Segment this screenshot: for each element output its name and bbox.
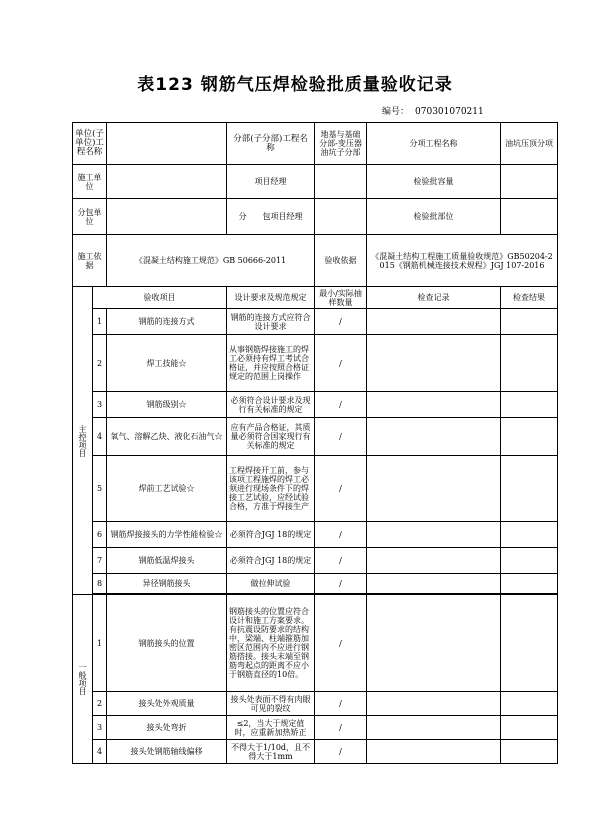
row-item: 钢筋级别☆	[107, 392, 227, 418]
record-number	[382, 104, 490, 117]
row-number: 4	[93, 418, 107, 456]
row-requirement: 必须符合设计要求及现行有关标准的规定	[227, 392, 315, 418]
col-item-header: 验收项目	[93, 287, 227, 309]
row-requirement: 不得大于1/10d，且不得大于1mm	[227, 740, 315, 764]
row-result[interactable]	[501, 522, 558, 548]
row-result[interactable]	[501, 418, 558, 456]
sub-project-manager-value[interactable]	[315, 199, 367, 235]
table-row	[73, 522, 558, 548]
row-result[interactable]	[501, 392, 558, 418]
row-record[interactable]	[367, 456, 501, 522]
row-number: 7	[93, 548, 107, 574]
row-number: 3	[93, 392, 107, 418]
contractor-label: 施工单位	[73, 165, 107, 199]
general-text: 一般项目	[78, 663, 87, 695]
row-result[interactable]	[501, 574, 558, 594]
subcontractor-label: 分包单位	[73, 199, 107, 235]
row-item: 接头处钢筋轴线偏移	[107, 740, 227, 764]
row-number: 4	[93, 740, 107, 764]
row-item: 氧气、溶解乙炔、液化石油气☆	[107, 418, 227, 456]
row-requirement: 应有产品合格证，其质量必须符合国家现行有关标准的规定	[227, 418, 315, 456]
row-number: 5	[93, 456, 107, 522]
row-record[interactable]	[367, 716, 501, 740]
row-sample[interactable]: /	[315, 392, 367, 418]
row-result[interactable]	[501, 548, 558, 574]
table-row	[73, 548, 558, 574]
row-requirement: 必须符合JGJ 18的规定	[227, 548, 315, 574]
row-record[interactable]	[367, 335, 501, 392]
row-requirement: 钢筋接头的位置应符合设计和施工方案要求。有抗震设防要求的结构中，梁端、柱端箍筋加密区范围内不应进行钢筋搭接。接头末端至钢筋弯起点的距离不应小于钢筋直径的10倍。	[227, 595, 315, 692]
item-project-label: 分项工程名称	[367, 123, 501, 165]
table-row	[73, 740, 558, 764]
row-result[interactable]	[501, 335, 558, 392]
row-sample[interactable]: /	[315, 456, 367, 522]
col-record-header: 检查记录	[367, 287, 501, 309]
record-number-value: 070301070211	[415, 107, 484, 117]
row-item: 接头处弯折	[107, 716, 227, 740]
row-sample[interactable]: /	[315, 574, 367, 594]
main-control-text: 主控项目	[78, 424, 87, 457]
row-requirement: 接头处表面不得有肉眼可见的裂纹	[227, 692, 315, 716]
table-row	[73, 392, 558, 418]
row-requirement: 从事钢筋焊接施工的焊工必须持有焊工考试合格证，并应按照合格证规定的范围上岗操作	[227, 335, 315, 392]
row-number: 8	[93, 574, 107, 594]
row-number: 1	[93, 595, 107, 692]
row-number: 6	[93, 522, 107, 548]
table-row	[73, 595, 558, 692]
row-number: 3	[93, 716, 107, 740]
table-row	[73, 574, 558, 594]
unit-value[interactable]	[107, 123, 227, 165]
row-record[interactable]	[367, 574, 501, 594]
row-sample[interactable]: /	[315, 740, 367, 764]
table-row	[73, 335, 558, 392]
acceptance-basis-value: 《混凝土结构工程施工质量验收规范》GB50204-2015《钢筋机械连接技术规程》JGJ 107-2016	[367, 235, 558, 287]
row-record[interactable]	[367, 309, 501, 335]
table-row	[73, 456, 558, 522]
subdivision-value[interactable]: 地基与基础分部-变压器油坑子分部	[315, 123, 367, 165]
row-record[interactable]	[367, 392, 501, 418]
row-sample[interactable]: /	[315, 418, 367, 456]
row-record[interactable]	[367, 548, 501, 574]
row-number: 1	[93, 309, 107, 335]
row-item: 钢筋接头的位置	[107, 595, 227, 692]
item-project-value[interactable]: 油坑压顶分项	[501, 123, 558, 165]
row-sample[interactable]: /	[315, 692, 367, 716]
row-item: 钢筋低温焊接头	[107, 548, 227, 574]
row-item: 钢筋的连接方式	[107, 309, 227, 335]
row-item: 异径钢筋接头	[107, 574, 227, 594]
acceptance-basis-label: 验收依据	[315, 235, 367, 287]
table-row	[73, 418, 558, 456]
project-manager-value[interactable]	[315, 165, 367, 199]
sub-project-manager-label: 分 包项目经理	[227, 199, 315, 235]
table-row	[73, 716, 558, 740]
row-sample[interactable]: /	[315, 548, 367, 574]
page-title: 表123 钢筋气压焊检验批质量验收记录	[137, 75, 453, 95]
row-sample[interactable]: /	[315, 335, 367, 392]
row-item: 钢筋焊接接头的力学性能检验☆	[107, 522, 227, 548]
contractor-value[interactable]	[107, 165, 227, 199]
table-row	[73, 309, 558, 335]
general-label	[73, 595, 93, 764]
row-sample[interactable]: /	[315, 522, 367, 548]
batch-capacity-label: 检验批容量	[367, 165, 501, 199]
row-requirement: ≤2，当大于规定值时，应重新加热矫正	[227, 716, 315, 740]
row-sample[interactable]: /	[315, 716, 367, 740]
row-result[interactable]	[501, 309, 558, 335]
row-item: 焊前工艺试验☆	[107, 456, 227, 522]
row-result[interactable]	[501, 456, 558, 522]
row-number: 2	[93, 335, 107, 392]
main-control-label	[73, 287, 93, 595]
row-result[interactable]	[501, 716, 558, 740]
row-result[interactable]	[501, 692, 558, 716]
row-record[interactable]	[367, 418, 501, 456]
batch-capacity-value[interactable]	[501, 165, 558, 199]
row-requirement: 做拉伸试验	[227, 574, 315, 594]
row-record[interactable]	[367, 595, 501, 692]
inspection-table	[72, 122, 558, 764]
row-result[interactable]	[501, 740, 558, 764]
record-number-label: 编号：	[382, 107, 410, 117]
row-record[interactable]	[367, 692, 501, 716]
row-record[interactable]	[367, 522, 501, 548]
row-number: 2	[93, 692, 107, 716]
subdivision-label: 分部(子分部)工程名称	[227, 123, 315, 165]
row-item: 焊工技能☆	[107, 335, 227, 392]
subcontractor-value[interactable]	[107, 199, 227, 235]
row-requirement: 必须符合JGJ 18的规定	[227, 522, 315, 548]
construction-basis-value: 《混凝土结构施工规范》GB 50666-2011	[107, 235, 315, 287]
batch-part-label: 检验批部位	[367, 199, 501, 235]
col-result-header: 检查结果	[501, 287, 558, 309]
table-row	[73, 692, 558, 716]
unit-label: 单位(子单位)工程名称	[73, 123, 107, 165]
row-requirement: 钢筋的连接方式应符合设计要求	[227, 309, 315, 335]
row-result[interactable]	[501, 595, 558, 692]
row-requirement: 工程焊接开工前，参与该项工程施焊的焊工必须进行现场条件下的焊接工艺试验，应经试验合格，方准于焊接生产	[227, 456, 315, 522]
construction-basis-label: 施工依据	[73, 235, 107, 287]
row-sample[interactable]: /	[315, 309, 367, 335]
col-requirement-header: 设计要求及规范规定	[227, 287, 315, 309]
batch-part-value[interactable]	[501, 199, 558, 235]
row-item: 接头处外观质量	[107, 692, 227, 716]
col-sample-header: 最小/实际抽样数量	[315, 287, 367, 309]
row-sample[interactable]: /	[315, 595, 367, 692]
row-record[interactable]	[367, 740, 501, 764]
project-manager-label: 项目经理	[227, 165, 315, 199]
